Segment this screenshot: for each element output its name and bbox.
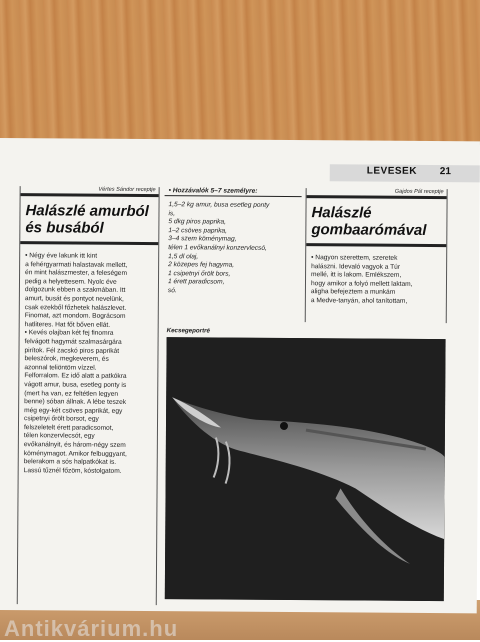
sturgeon-illustration (165, 337, 446, 601)
title-rule-top (21, 193, 159, 197)
recipe-body: • Nagyon szerettem, szeretek halászni. Idevaló vagyok a Túr mellé, itt is lakom. Emlékszem, hogy amikor a folyó mellett laktam, aligha befejeztem a munkám a Medve-tanyán, ahol tanítottam, (310, 254, 413, 305)
book-page (0, 138, 480, 613)
sturgeon-photo (165, 337, 446, 601)
left-recipe-column (17, 186, 160, 605)
ingredients-list: 1,5–2 kg amur, busa esetleg ponty is, 5 dkg piros paprika, 1–2 csöves paprika, 3–4 szem köménymag, télen 1 evőkanálnyi konzervlecsó, 1,5 dl olaj, 2 közepes fej hagyma, 1 csipetnyi őrölt bors, 1 érett paradicsom, só. (167, 201, 270, 295)
ingredients-column (164, 187, 302, 296)
recipe-author: Vértes Sándor receptje (98, 186, 156, 194)
title-rule-bottom (306, 243, 446, 247)
ingredients-title: • Hozzávalók 5–7 személyre: (168, 187, 258, 195)
recipe-title: Halászlé gombaarómával (311, 204, 427, 239)
watermark: Antikvárium.hu (4, 616, 179, 641)
recipe-title: Halászlé amurból és busából (25, 202, 149, 237)
page-number: 21 (439, 166, 451, 178)
section-title: LEVESEK (366, 165, 418, 177)
recipe-author: Gajdos Pál receptje (394, 188, 444, 196)
wooden-table-background (0, 0, 480, 145)
right-recipe-column (305, 188, 448, 323)
title-rule-bottom (20, 241, 158, 245)
photo-caption: Kecsegeportré (166, 327, 211, 335)
title-rule-top (307, 195, 447, 199)
recipe-body: • Négy éve lakunk itt kint a fehérgyarmati halastavak mellett, én mint halászmester, a feleségem pedig a helyettesem. Nyolc éve dolgozunk ebben a szakmában. Itt amurt, busát és pontyot nevelünk, csak ezekből főzhetek halászlevet. Finomat, azt mondom. Bográcsom hatliteres. Hat főt bőven ellát. • Kevés olajban két fej finomra felvágott hagymát szalmasárgára pirítok. Fél zacskó piros paprikát beleszórok, megkeverem, és azonnal teliöntöm vízzel. Felforralom. Ez idő alatt a patkókra vágott amur, busa, esetleg ponty is (mert ha van, ez feltétlen legyen benne) sóban állnak. A lébe teszek még egy-két csöves paprikát, egy csipetnyi őrölt borsot, egy felszeletelt érett paradicsomot, télen konzervlecsót, egy evőkanálnyit, és három-négy szem köménymagot. Amikor felbuggyant, belerakom a sós halpatkókat is. Lassú tűznél főzöm, kóstolgatom. (23, 252, 128, 475)
